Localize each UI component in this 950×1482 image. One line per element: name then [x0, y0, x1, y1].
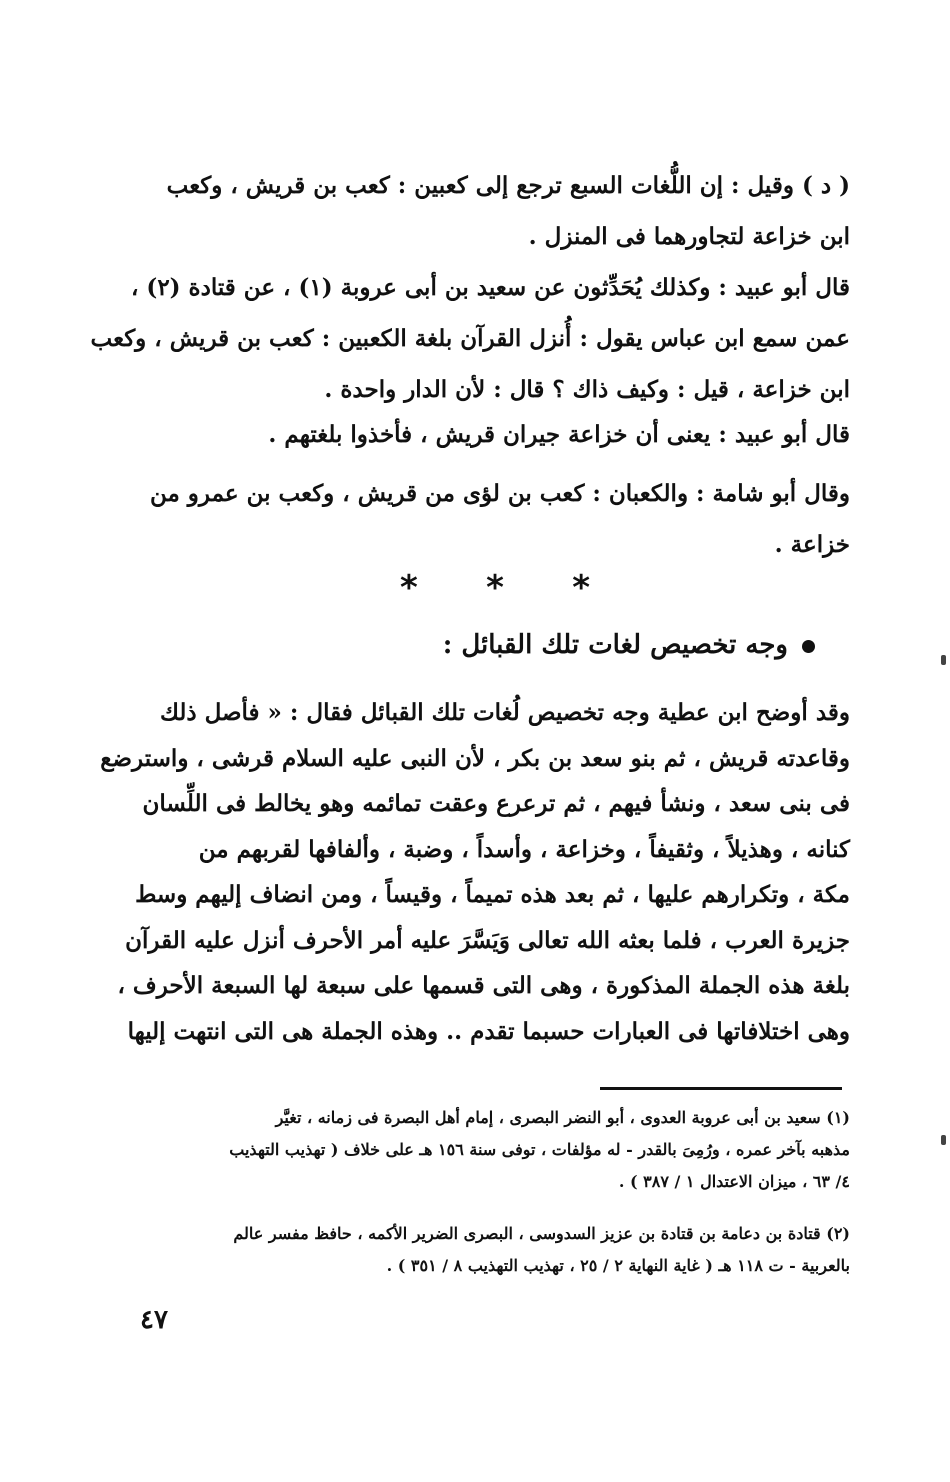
footnote-divider — [600, 1087, 842, 1090]
paragraph-abu-ubaid-narration — [90, 262, 850, 415]
bullet-icon — [802, 640, 815, 653]
footnote-line: (٢) قتادة بن دعامة بن قتادة بن عزيز السدوسى ، البصرى الضرير الأكمه ، حافظ مفسر عالم — [233, 1224, 850, 1243]
paragraph-abu-shama — [135, 468, 850, 570]
footnote-1 — [135, 1102, 850, 1198]
asterisk-ornament: * — [486, 568, 504, 608]
text-line: مكة ، وتكرارهم عليها ، ثم بعد هذه تميماً ، وقيساً ، ومن انضاف إليهم وسط — [135, 881, 850, 908]
text-line: قال أبو عبيد : وكذلك يُحَدِّثون عن سعيد بن أبى عروبة (١) ، عن قتادة (٢) ، — [130, 274, 850, 301]
paragraph-lines — [135, 160, 850, 262]
scan-edge-mark — [941, 1135, 946, 1145]
footnote-line: بالعربية - ت ١١٨ هـ ( غاية النهاية ٢ / ٢٥ ، تهذيب التهذيب ٨ / ٣٥١ ) . — [386, 1256, 850, 1275]
text-line: ( د ) وقيل : إن اللُّغات السبع ترجع إلى كعبين : كعب بن قريش ، وكعب — [166, 172, 850, 199]
text-line: عمن سمع ابن عباس يقول : أُنزل القرآن بلغة الكعبين : كعب بن قريش ، وكعب — [90, 325, 850, 352]
scan-edge-mark — [941, 655, 946, 665]
text-line: وقاعدته قريش ، ثم بنو سعد بن بكر ، لأن النبى عليه السلام قرشى ، واسترضع — [100, 744, 850, 772]
page-number: ٤٧ — [140, 1305, 168, 1335]
section-heading — [443, 630, 815, 660]
paragraph-seven-dialects — [135, 160, 850, 262]
footnote-line: (١) سعيد بن أبى عروبة العدوى ، أبو النضر البصرى ، إمام أهل البصرة فى زمانه ، تغيَّر — [275, 1108, 850, 1127]
text-line: وقال أبو شامة : والكعبان : كعب بن لؤى من قريش ، وكعب بن عمرو من — [149, 480, 850, 507]
paragraph-lines — [135, 468, 850, 570]
text-line: فى بنى سعد ، ونشأ فيهم ، ثم ترعرع وعقت تمائمه وهو يخالط فى اللِّسان — [142, 790, 850, 817]
text-line: كنانه ، وهذيلاً ، وثقيفاً ، وخزاعة ، وأسداً ، وضبة ، وألفافها لقربهم من — [198, 835, 850, 863]
text-line: وقد أوضح ابن عطية وجه تخصيص لُغات تلك القبائل فقال : « فأصل ذلك — [159, 699, 850, 726]
text-line: ابن خزاعة ، قيل : وكيف ذاك ؟ قال : لأن الدار واحدة . — [324, 376, 850, 403]
footnote-2 — [135, 1218, 850, 1282]
paragraph-lines — [100, 690, 850, 1054]
text-line: خزاعة . — [774, 531, 850, 558]
asterisk-ornament: * — [572, 568, 590, 608]
footnote-line: ٤/ ٦٣ ، ميزان الاعتدال ١ / ٣٨٧ ) . — [618, 1172, 850, 1191]
text-line: قال أبو عبيد : يعنى أن خزاعة جيران قريش ، فأخذوا بلغتهم . — [268, 421, 850, 448]
section-heading-text: وجه تخصيص لغات تلك القبائل : — [442, 630, 788, 660]
asterisk-ornament: * — [400, 568, 418, 608]
text-line: جزيرة العرب ، فلما بعثه الله تعالى وَيَسَّرَ عليه أمر الأحرف أنزل عليه القرآن — [125, 926, 850, 954]
text-line: وهى اختلافاتها فى العبارات حسبما تقدم .. وهذه الجملة هى التى انتهت إليها — [127, 1017, 850, 1045]
section-separator — [400, 568, 590, 608]
footnote-line: مذهبه بآخر عمره ، ورُمِىَ بالقدر - له مؤلفات ، توفى سنة ١٥٦ هـ على خلاف ( تهذيب التهذيب — [229, 1140, 850, 1159]
text-line: ابن خزاعة لتجاورهما فى المنزل . — [528, 223, 850, 250]
text-line: بلغة هذه الجملة المذكورة ، وهى التى قسمها على سبعة لها السبعة الأحرف ، — [117, 972, 850, 999]
paragraph-ibn-atiyya — [100, 690, 850, 1054]
paragraph-abu-ubaid-explanation — [135, 409, 850, 460]
paragraph-lines — [135, 409, 850, 460]
paragraph-lines — [90, 262, 850, 415]
